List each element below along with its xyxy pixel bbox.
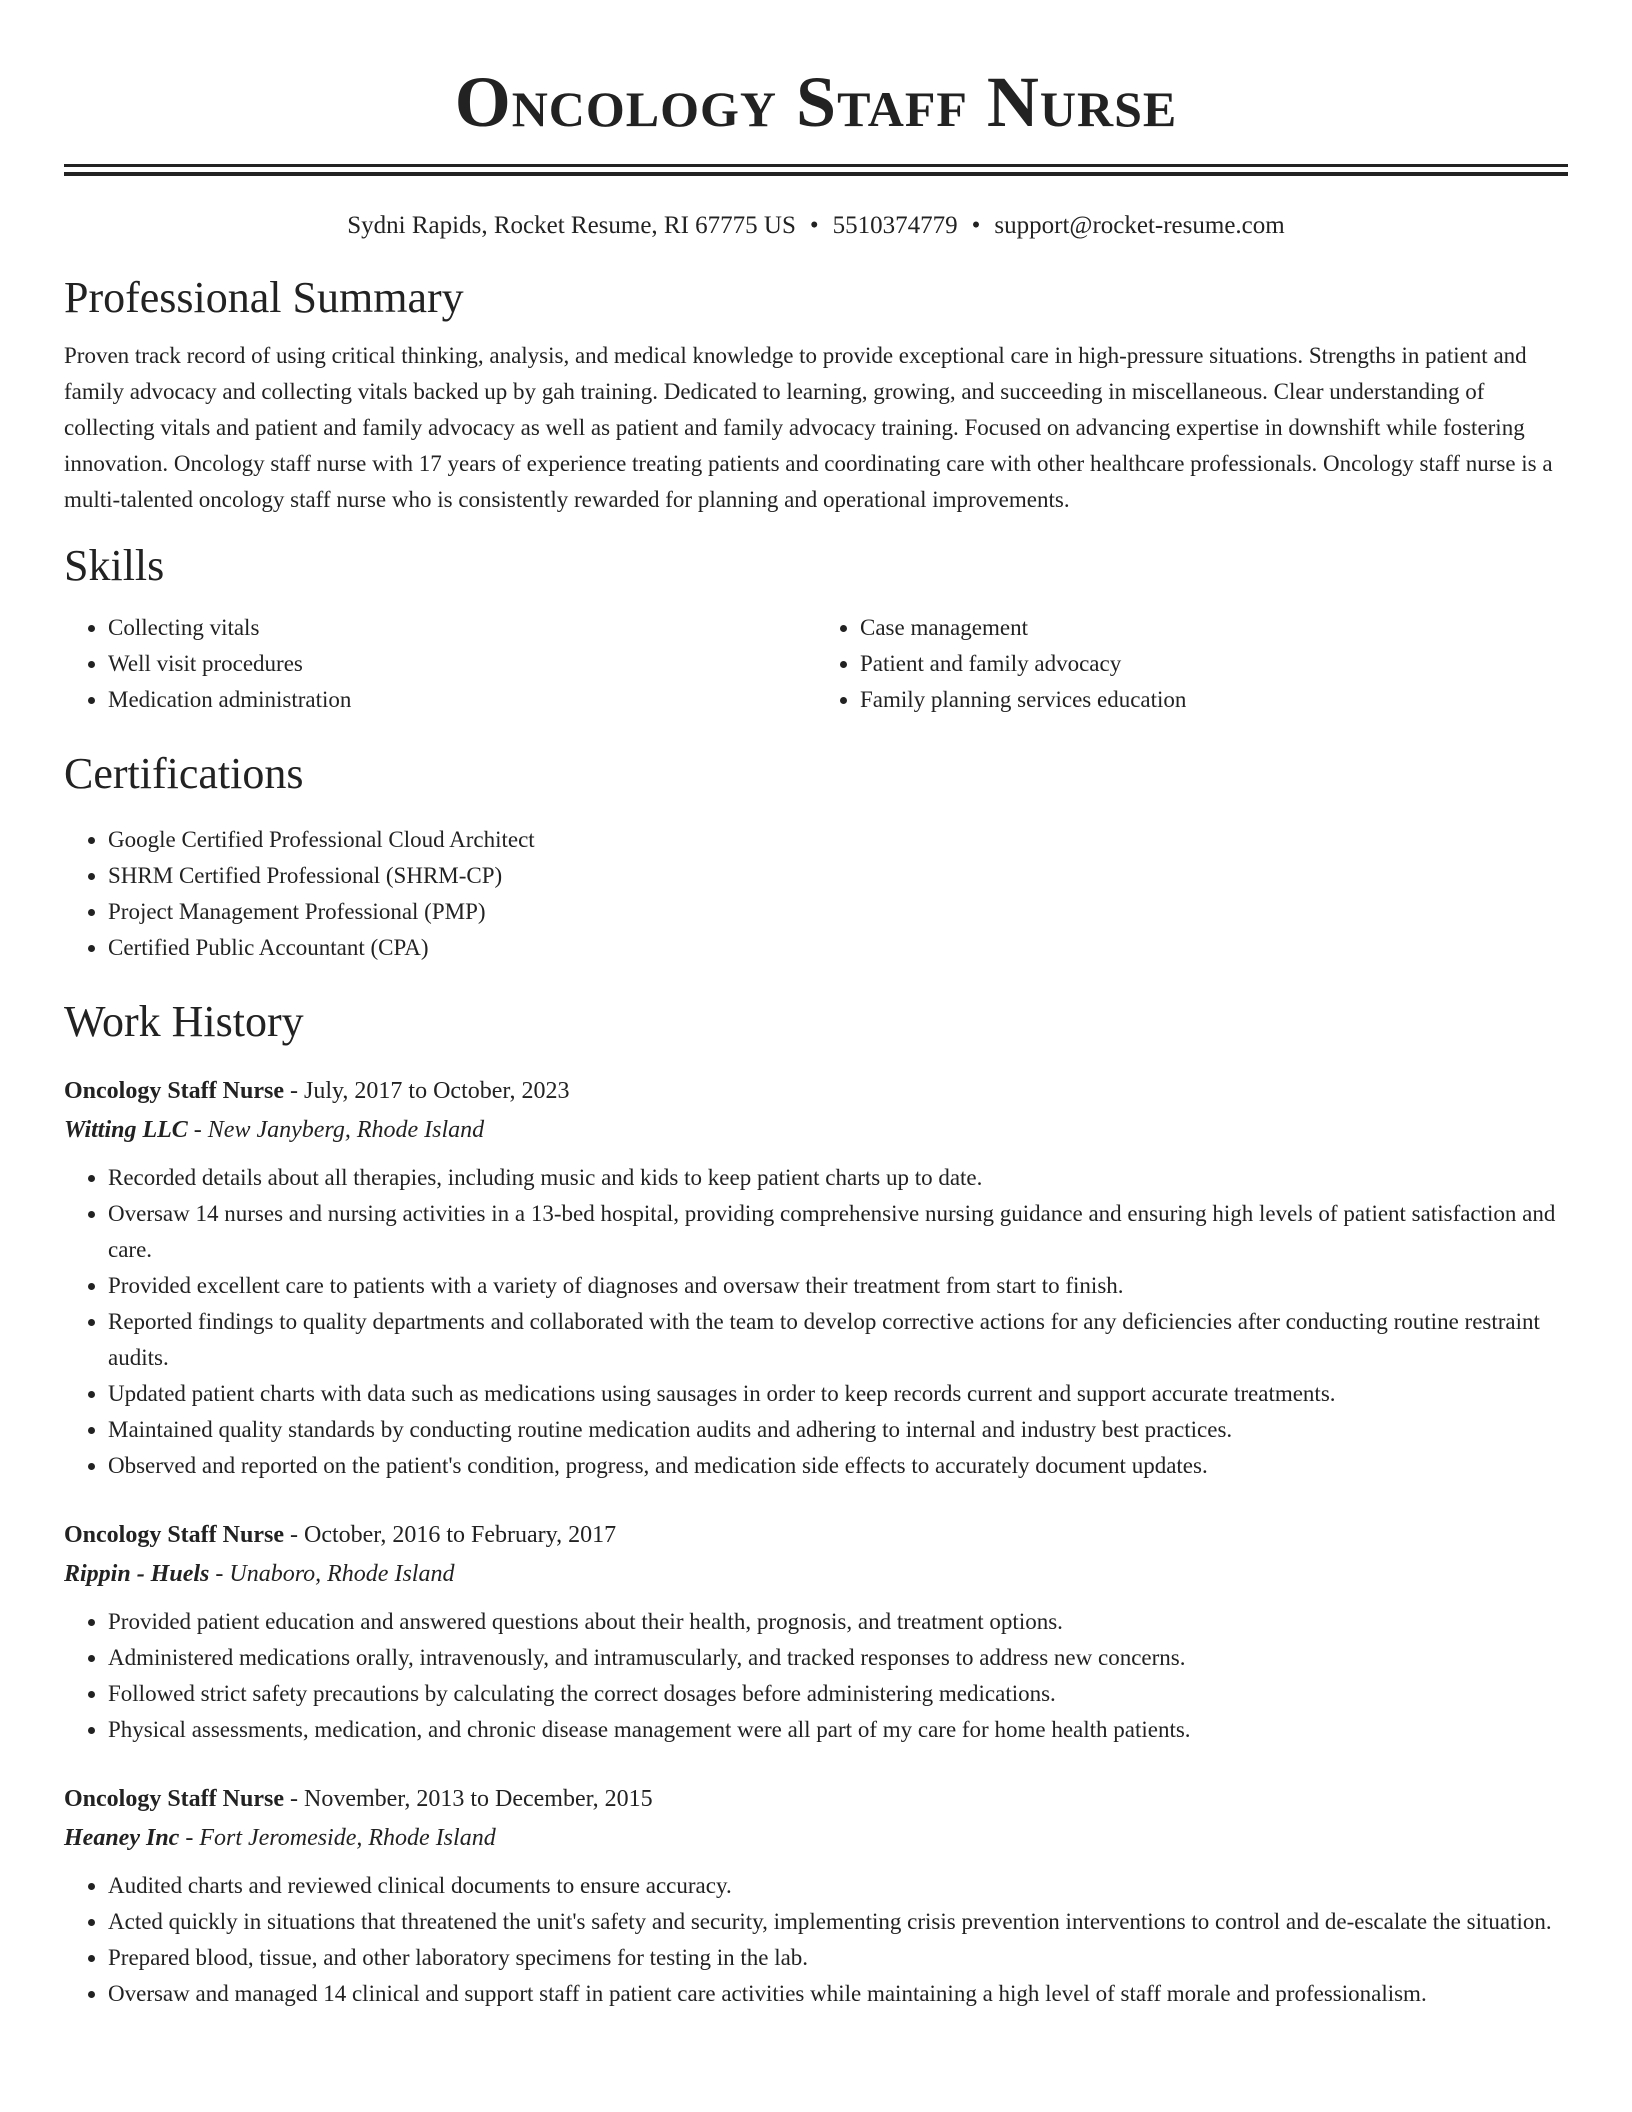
duty-item: • Followed strict safety precautions by calculating the correct dosages before administering medications. — [108, 1676, 1568, 1712]
skill-item: • Well visit procedures — [108, 646, 816, 682]
contact-separator: • — [971, 212, 981, 239]
job-company-line: Rippin - Huels - Unaboro, Rhode Island — [64, 1561, 455, 1587]
job-dates: October, 2016 to February, 2017 — [303, 1522, 617, 1548]
duty-item: • Provided patient education and answered questions about their health, prognosis, and treatment options. — [108, 1604, 1568, 1640]
job-company-line: Witting LLC - New Janyberg, Rhode Island — [64, 1117, 485, 1143]
skills-list-right — [816, 610, 1568, 718]
resume-name: Oncology Staff Nurse — [454, 62, 1178, 142]
duty-item: • Physical assessments, medication, and chronic disease management were all part of my care for home health patients. — [108, 1712, 1568, 1748]
duty-item: • Maintained quality standards by conducting routine medication audits and adhering to internal and industry best practices. — [108, 1412, 1568, 1448]
duty-item: • Audited charts and reviewed clinical documents to ensure accuracy. — [108, 1868, 1568, 1904]
job-entry — [64, 1516, 1568, 1748]
duty-item: • Prepared blood, tissue, and other laboratory specimens for testing in the lab. — [108, 1940, 1568, 1976]
contact-email: support@rocket-resume.com — [994, 212, 1285, 239]
duty-item: • Oversaw 14 nurses and nursing activities in a 13-bed hospital, providing comprehensive nursing guidance and ensuring high levels of patient satisfaction and care. — [108, 1196, 1568, 1268]
skill-item: • Patient and family advocacy — [860, 646, 1568, 682]
job-company: Heaney Inc — [64, 1825, 180, 1851]
certification-item: • Google Certified Professional Cloud Architect — [108, 822, 1568, 858]
job-dates: July, 2017 to October, 2023 — [303, 1078, 570, 1104]
job-header: Oncology Staff Nurse - October, 2016 to February, 2017 — [64, 1522, 617, 1548]
job-header: Oncology Staff Nurse - July, 2017 to October, 2023 — [64, 1078, 570, 1104]
job-location: New Janyberg, Rhode Island — [207, 1117, 485, 1143]
duty-item: • Administered medications orally, intravenously, and intramuscularly, and tracked responses to address new concerns. — [108, 1640, 1568, 1676]
job-entry — [64, 1072, 1568, 1484]
job-location: Unaboro, Rhode Island — [229, 1561, 455, 1587]
job-duties — [64, 1868, 1568, 2012]
job-company-line: Heaney Inc - Fort Jeromeside, Rhode Island — [64, 1825, 496, 1851]
job-role: Oncology Staff Nurse — [64, 1078, 284, 1104]
duty-item: • Reported findings to quality departments and collaborated with the team to develop corrective actions for any deficiencies after conducting routine restraint audits. — [108, 1304, 1568, 1376]
contact-address: Sydni Rapids, Rocket Resume, RI 67775 US — [347, 212, 796, 239]
header-divider — [64, 164, 1568, 176]
certification-item: • Project Management Professional (PMP) — [108, 894, 1568, 930]
skills-list-left — [64, 610, 816, 718]
certification-item: • SHRM Certified Professional (SHRM-CP) — [108, 858, 1568, 894]
contact-line — [64, 208, 1568, 244]
skill-item: • Collecting vitals — [108, 610, 816, 646]
job-duties — [64, 1604, 1568, 1748]
job-location: Fort Jeromeside, Rhode Island — [199, 1825, 496, 1851]
certifications-list — [64, 822, 1568, 966]
job-role: Oncology Staff Nurse — [64, 1522, 284, 1548]
contact-phone: 5510374779 — [832, 212, 958, 239]
summary-text: Proven track record of using critical thinking, analysis, and medical knowledge to provide exceptional care in high-pressure situations. Strengths in patient and family advocacy and collecting vitals backed up by gah training. Dedicated to learning, growing, and succeeding in miscellaneous. Clear understanding of collecting vitals and patient and family advocacy as well as patient and family advocacy training. Focused on advancing expertise in downshift while fostering innovation. Oncology staff nurse with 17 years of experience treating patients and coordinating care with other healthcare professionals. Oncology staff nurse is a multi-talented oncology staff nurse who is consistently rewarded for planning and operational improvements. — [64, 343, 1553, 512]
job-company: Witting LLC — [64, 1117, 188, 1143]
duty-item: • Recorded details about all therapies, including music and kids to keep patient charts up to date. — [108, 1160, 1568, 1196]
duty-item: • Oversaw and managed 14 clinical and support staff in patient care activities while maintaining a high level of staff morale and professionalism. — [108, 1976, 1568, 2012]
skill-item: • Family planning services education — [860, 682, 1568, 718]
certification-item: • Certified Public Accountant (CPA) — [108, 930, 1568, 966]
job-entry — [64, 1780, 1568, 2012]
certifications-heading: Certifications — [64, 749, 304, 798]
job-role: Oncology Staff Nurse — [64, 1786, 284, 1812]
job-header: Oncology Staff Nurse - November, 2013 to December, 2015 — [64, 1786, 653, 1812]
duty-item: • Updated patient charts with data such as medications using sausages in order to keep records current and support accurate treatments. — [108, 1376, 1568, 1412]
job-dates: November, 2013 to December, 2015 — [303, 1786, 653, 1812]
duty-item: • Acted quickly in situations that threatened the unit's safety and security, implementing crisis prevention interventions to control and de-escalate the situation. — [108, 1904, 1568, 1940]
duty-item: • Provided excellent care to patients with a variety of diagnoses and oversaw their treatment from start to finish. — [108, 1268, 1568, 1304]
skill-item: • Medication administration — [108, 682, 816, 718]
job-company: Rippin - Huels — [64, 1561, 210, 1587]
contact-separator: • — [809, 212, 819, 239]
work-history-heading: Work History — [64, 997, 304, 1046]
duty-item: • Observed and reported on the patient's condition, progress, and medication side effects to accurately document updates. — [108, 1448, 1568, 1484]
skills-heading: Skills — [64, 541, 165, 590]
job-duties — [64, 1160, 1568, 1484]
summary-heading: Professional Summary — [64, 273, 464, 322]
skills-grid — [64, 610, 1568, 718]
skill-item: • Case management — [860, 610, 1568, 646]
